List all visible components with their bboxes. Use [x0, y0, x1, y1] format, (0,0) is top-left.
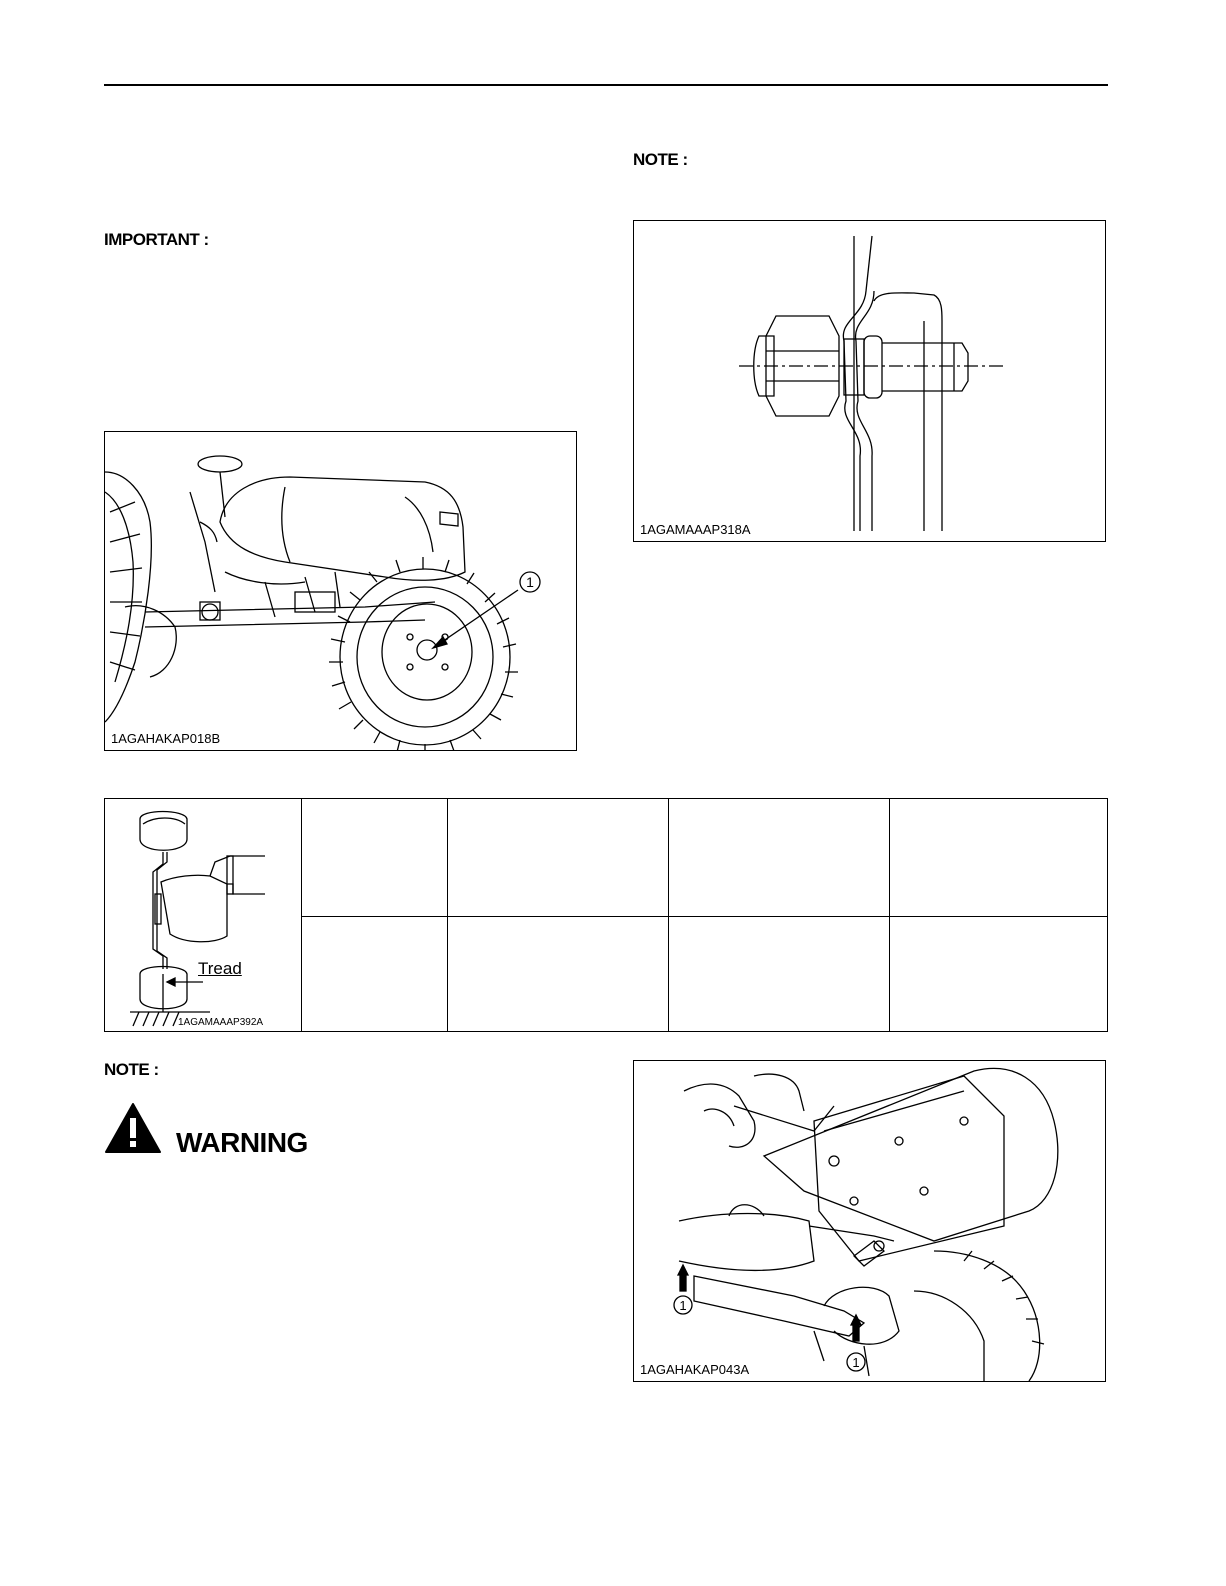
table-divider	[447, 799, 448, 1031]
table-divider	[301, 799, 302, 1031]
undercarriage-figure	[633, 1060, 1106, 1382]
table-row-divider	[301, 916, 1107, 917]
table-divider	[668, 799, 669, 1031]
warning-triangle-icon	[104, 1102, 162, 1154]
tread-caption: 1AGAMAAAP392A	[178, 1017, 264, 1028]
front-wheel-caption: 1AGAHAKAP018B	[111, 731, 221, 746]
important-label: IMPORTANT :	[104, 230, 209, 249]
bolt-nut-illustration	[634, 221, 1105, 541]
undercarriage-callout-1: 1	[679, 1298, 687, 1313]
note-label-top: NOTE :	[633, 150, 688, 169]
table-divider	[889, 799, 890, 1031]
front-wheel-figure	[104, 431, 577, 751]
bolt-nut-caption: 1AGAMAAAP318A	[640, 522, 751, 537]
tread-diagram	[115, 804, 295, 1029]
tread-table	[104, 798, 1108, 1032]
header-rule	[104, 84, 1108, 86]
front-wheel-callout: 1	[526, 574, 534, 590]
tread-label: Tread	[198, 959, 242, 978]
note-label-bottom: NOTE :	[104, 1060, 159, 1079]
warning-heading: WARNING	[176, 1127, 308, 1158]
tractor-front-illustration	[105, 432, 576, 750]
bolt-nut-figure	[633, 220, 1106, 542]
undercarriage-caption: 1AGAHAKAP043A	[640, 1362, 750, 1377]
undercarriage-illustration	[634, 1061, 1105, 1381]
undercarriage-callout-2: 1	[852, 1355, 860, 1370]
